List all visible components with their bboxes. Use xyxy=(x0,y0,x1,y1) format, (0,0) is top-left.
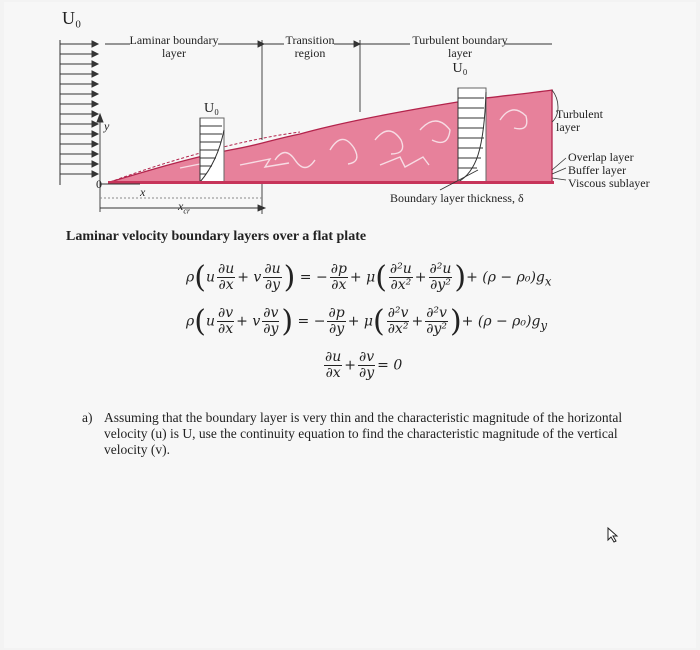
u0-turbulent-profile-label: U₀ xyxy=(452,61,468,76)
x-critical-x: x xyxy=(178,199,184,213)
cursor-icon xyxy=(606,526,624,544)
viscous-sublayer-label: Viscous sublayer xyxy=(568,176,650,190)
overlap-layer-label: Overlap layer xyxy=(568,150,634,164)
transition-label-line1: Transition xyxy=(285,33,335,47)
x-momentum-equation: ρ(u $\frac{\partial u}{\partial x}$ + v $\frac{\partial u}{\partial y}$ ) = − $\frac{\partial p}{\partial x}$ + μ( $\frac{\text{∂²u}}{\text{∂x²}}$ + $\frac{\text{∂²u}}{\text{∂y²}}$ )+ $(\rho - \rho_0)g_x$ xyxy=(186,260,552,295)
turbulent-layer-line2: layer xyxy=(556,120,580,134)
x-critical-sub: cr xyxy=(183,206,190,216)
flat-plate xyxy=(108,181,554,184)
turbulent-layer-line1: Turbulent xyxy=(556,107,603,121)
u0-laminar-profile-label: U₀ xyxy=(204,101,219,116)
turbulent-bl-label xyxy=(410,34,510,75)
freestream-arrows xyxy=(60,40,98,185)
turbulent-layer-label xyxy=(556,108,603,134)
origin-label: 0 xyxy=(96,177,102,191)
laminar-velocity-profile xyxy=(200,118,224,182)
turbulent-velocity-profile xyxy=(458,88,486,182)
u0-freestream-label: U₀ xyxy=(62,8,82,28)
laminar-region-label xyxy=(128,34,220,60)
x-axis-label: x xyxy=(140,185,146,199)
transition-label-line2: region xyxy=(294,46,326,60)
transition-region-label xyxy=(282,34,338,60)
question-text: Assuming that the boundary layer is very thin and the characteristic magnitude of the horizontal velocity (u) is U, use the continuity equation to find the characteristic magnitude of the vertical velocity (v). xyxy=(104,410,623,457)
turbulent-bl-line1: Turbulent boundary xyxy=(412,33,508,47)
laminar-label-line2: layer xyxy=(162,46,186,60)
continuity-equation: $\frac{\partial u}{\partial x}$ + $\frac{\partial v}{\partial y}$ = 0 xyxy=(325,349,403,381)
y-axis-label: y xyxy=(104,119,110,133)
layer-brackets xyxy=(552,90,566,180)
figure-caption: Laminar velocity boundary layers over a flat plate xyxy=(66,229,367,244)
y-momentum-equation: ρ(u $\frac{\partial v}{\partial x}$ + v $\frac{\partial v}{\partial y}$ ) = − $\frac{\partial p}{\partial y}$ + μ( $\frac{\text{∂²v}}{\text{∂x²}}$ + $\frac{\text{∂²v}}{\text{∂y²}}$ )+ $(\rho - \rho_0)g_y$ xyxy=(186,304,548,339)
question-label: a) xyxy=(82,410,93,425)
bl-thickness-label: Boundary layer thickness, δ xyxy=(390,191,524,205)
x-critical-label xyxy=(178,200,190,217)
buffer-layer-label: Buffer layer xyxy=(568,163,627,177)
laminar-label-line1: Laminar boundary xyxy=(129,33,219,47)
question-a xyxy=(82,410,642,458)
turbulent-bl-line2: layer xyxy=(448,46,472,60)
